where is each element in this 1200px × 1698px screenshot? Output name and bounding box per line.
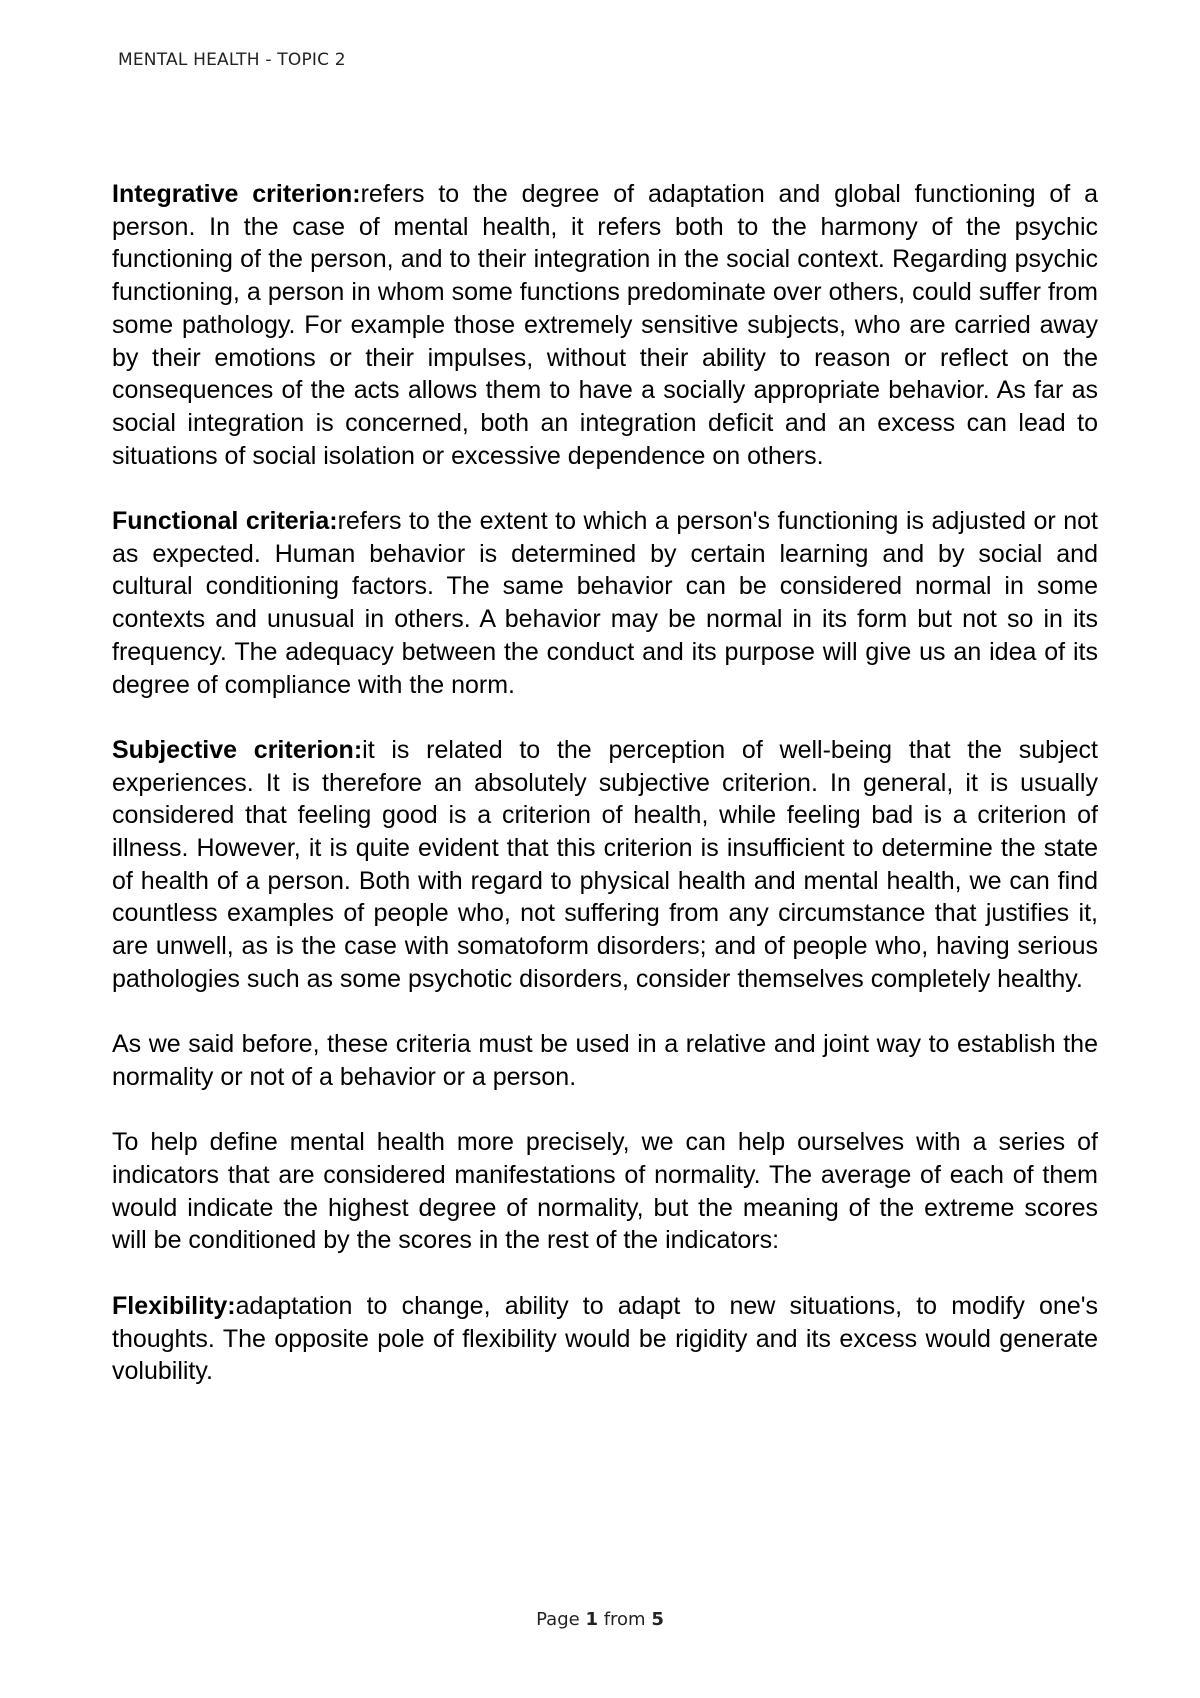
term-label: Functional criteria: [112, 507, 338, 536]
page-total-number: 5 [651, 1609, 664, 1630]
paragraph-functional-criteria [112, 505, 1098, 701]
paragraph-indicators-intro [112, 1126, 1098, 1257]
paragraph-text: To help define mental health more precisely, we can help ourselves with a series of indicators that are considered manifestations of normality. The average of each of them would indicate the highest degree of normality, but the meaning of the extreme scores will be conditioned by the scores in the rest of the indicators: [112, 1128, 1098, 1255]
paragraph-subjective-criterion [112, 734, 1098, 996]
page-label: Page [536, 1609, 580, 1630]
paragraph-text: refers to the degree of adaptation and global functioning of a person. In the case of mental health, it refers both to the harmony of the psychic functioning of the person, and to their integration in the social context. Regarding psychic functioning, a person in whom some functions predominate over others, could suffer from some pathology. For example those extremely sensitive subjects, who are carried away by their emotions or their impulses, without their ability to reason or reflect on the consequences of the acts allows them to have a socially appropriate behavior. As far as social integration is concerned, both an integration deficit and an excess can lead to situations of social isolation or excessive dependence on others. [112, 180, 1098, 470]
page-footer [0, 1609, 1200, 1630]
paragraph-text: adaptation to change, ability to adapt to new situations, to modify one's thoughts. The opposite pole of flexibility would be rigidity and its excess would generate volubility. [112, 1291, 1098, 1386]
document-body [112, 178, 1098, 1421]
paragraph-criteria-usage [112, 1028, 1098, 1093]
paragraph-flexibility [112, 1290, 1098, 1388]
term-label: Subjective criterion: [112, 735, 363, 764]
paragraph-text: it is related to the perception of well-being that the subject experiences. It is therefore an absolutely subjective criterion. In general, it is usually considered that feeling good is a criterion of health, while feeling bad is a criterion of illness. However, it is quite evident that this criterion is insufficient to determine the state of health of a person. Both with regard to physical health and mental health, we can find countless examples of people who, not suffering from any circumstance that justifies it, are unwell, as is the case with somatoform disorders; and of people who, having serious pathologies such as some psychotic disorders, consider themselves completely healthy. [112, 735, 1098, 993]
paragraph-text: refers to the extent to which a person's functioning is adjusted or not as expected. Human behavior is determined by certain learning and by social and cultural conditioning factors. The same behavior can be considered normal in some contexts and unusual in others. A behavior may be normal in its form but not so in its frequency. The adequacy between the conduct and its purpose will give us an idea of its degree of compliance with the norm. [112, 507, 1098, 699]
page-header: MENTAL HEALTH - TOPIC 2 [118, 50, 346, 70]
term-label: Flexibility: [112, 1291, 236, 1320]
page-current-number: 1 [585, 1609, 598, 1630]
paragraph-text: As we said before, these criteria must be used in a relative and joint way to establish the normality or not of a behavior or a person. [112, 1030, 1098, 1091]
from-label: from [603, 1609, 646, 1630]
paragraph-integrative-criterion [112, 178, 1098, 472]
term-label: Integrative criterion: [112, 180, 361, 208]
